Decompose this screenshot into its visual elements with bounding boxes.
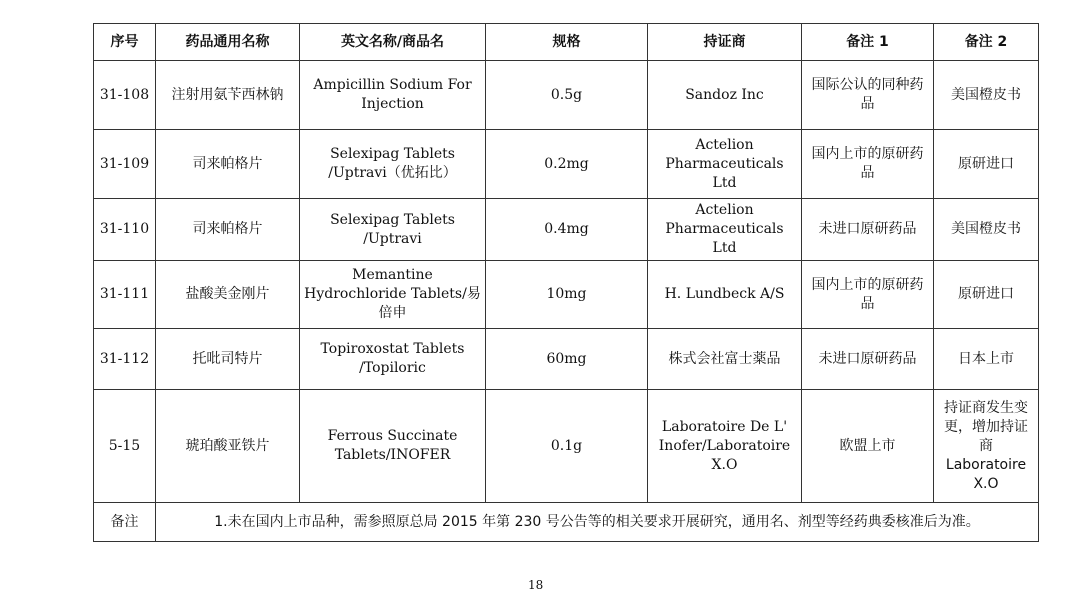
cell-seq: 31-110 [94,199,156,261]
table-footnote-row [94,503,1039,542]
header-english-name: 英文名称/商品名 [300,24,486,61]
header-generic-name: 药品通用名称 [156,24,300,61]
cell-english-name: Ferrous Succinate Tablets/INOFER [300,390,486,503]
cell-english-name: Topiroxostat Tablets /Topiloric [300,329,486,390]
cell-spec: 60mg [486,329,648,390]
cell-spec: 0.5g [486,61,648,130]
header-seq: 序号 [94,24,156,61]
cell-holder: Laboratoire De L' Inofer/Laboratoire X.O [648,390,802,503]
header-spec: 规格 [486,24,648,61]
cell-spec: 10mg [486,261,648,329]
cell-seq: 31-108 [94,61,156,130]
cell-note1: 未进口原研药品 [802,199,934,261]
header-note2: 备注 2 [934,24,1039,61]
cell-holder: Actelion Pharmaceuticals Ltd [648,199,802,261]
cell-note2: 美国橙皮书 [934,61,1039,130]
cell-note2: 原研进口 [934,261,1039,329]
cell-generic-name: 司来帕格片 [156,130,300,199]
cell-holder: Sandoz Inc [648,61,802,130]
cell-holder: Actelion Pharmaceuticals Ltd [648,130,802,199]
cell-generic-name: 琥珀酸亚铁片 [156,390,300,503]
table-row [94,390,1039,503]
header-note1: 备注 1 [802,24,934,61]
page-number: 18 [528,578,544,592]
cell-seq: 31-109 [94,130,156,199]
drug-list-table [93,23,1039,542]
cell-english-name: Selexipag Tablets /Uptravi（优拓比） [300,130,486,199]
cell-generic-name: 盐酸美金刚片 [156,261,300,329]
cell-note1: 未进口原研药品 [802,329,934,390]
table-header-row [94,24,1039,61]
cell-spec: 0.1g [486,390,648,503]
cell-spec: 0.2mg [486,130,648,199]
cell-english-name: Selexipag Tablets /Uptravi [300,199,486,261]
cell-note1: 国内上市的原研药品 [802,261,934,329]
table-row [94,130,1039,199]
cell-seq: 31-112 [94,329,156,390]
table-row [94,199,1039,261]
cell-generic-name: 注射用氨苄西林钠 [156,61,300,130]
cell-english-name: Ampicillin Sodium For Injection [300,61,486,130]
cell-note1: 国内上市的原研药品 [802,130,934,199]
cell-note2: 日本上市 [934,329,1039,390]
cell-generic-name: 托吡司特片 [156,329,300,390]
header-holder: 持证商 [648,24,802,61]
cell-holder: 株式会社富士薬品 [648,329,802,390]
cell-holder: H. Lundbeck A/S [648,261,802,329]
footnote-label: 备注 [94,503,156,542]
cell-spec: 0.4mg [486,199,648,261]
footnote-text: 1.未在国内上市品种，需参照原总局 2015 年第 230 号公告等的相关要求开展研究，通用名、剂型等经药典委核准后为准。 [156,503,1039,542]
cell-generic-name: 司来帕格片 [156,199,300,261]
cell-note2: 持证商发生变更，增加持证商 Laboratoire X.O [934,390,1039,503]
table-row [94,329,1039,390]
cell-note1: 欧盟上市 [802,390,934,503]
cell-note2: 美国橙皮书 [934,199,1039,261]
cell-note1: 国际公认的同种药品 [802,61,934,130]
cell-english-name: Memantine Hydrochloride Tablets/易倍申 [300,261,486,329]
cell-seq: 31-111 [94,261,156,329]
table-row [94,61,1039,130]
table-row [94,261,1039,329]
cell-note2: 原研进口 [934,130,1039,199]
cell-seq: 5-15 [94,390,156,503]
